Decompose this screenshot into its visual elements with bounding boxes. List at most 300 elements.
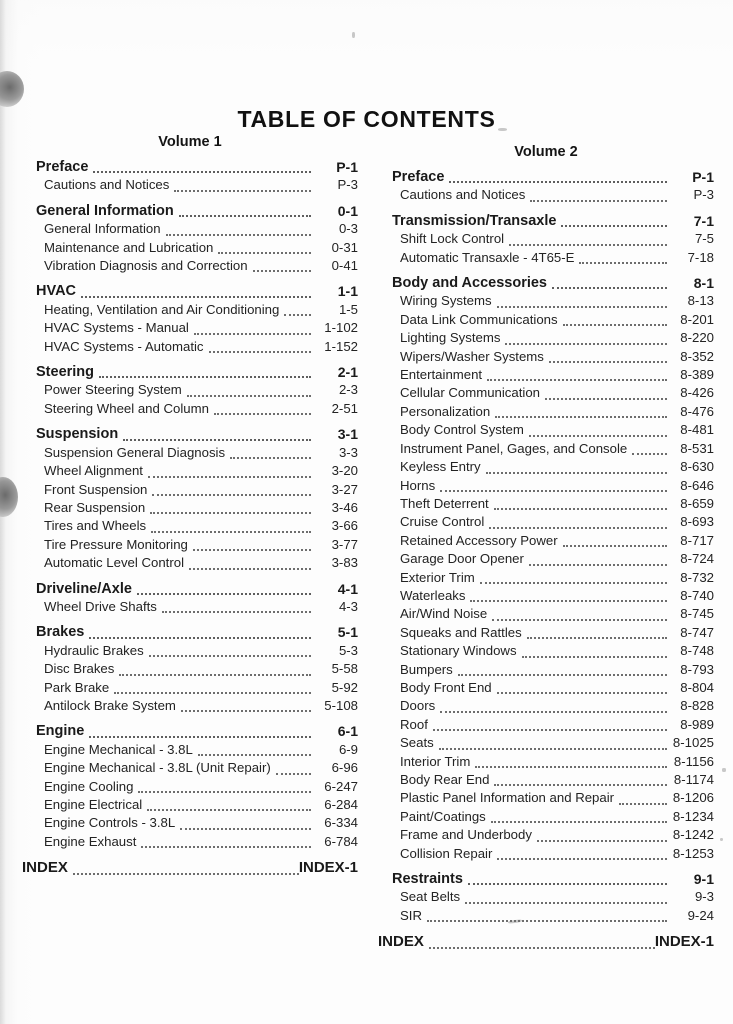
toc-leader-dots xyxy=(174,190,311,192)
toc-entry[interactable] xyxy=(378,366,714,384)
toc-entry-label: Plastic Panel Information and Repair xyxy=(400,790,615,806)
toc-entry[interactable] xyxy=(22,741,358,759)
toc-leader-dots xyxy=(529,435,667,437)
toc-leader-dots xyxy=(509,244,667,246)
toc-entry-label: HVAC Systems - Manual xyxy=(44,320,189,336)
toc-entry-label: Personalization xyxy=(400,403,491,419)
toc-entry-label: Keyless Entry xyxy=(400,459,481,475)
toc-entry-page-number: 7-18 xyxy=(687,249,714,265)
toc-leader-dots xyxy=(93,171,311,173)
toc-entry[interactable] xyxy=(22,833,358,851)
toc-entry-label: Wipers/Washer Systems xyxy=(400,348,544,364)
toc-entry-label: Collision Repair xyxy=(400,845,493,861)
toc-entry-page-number: 3-27 xyxy=(331,481,358,497)
toc-entry-label: Engine Exhaust xyxy=(44,833,137,849)
toc-entry-label: Stationary Windows xyxy=(400,643,517,659)
toc-entry-page-number: 8-201 xyxy=(680,311,714,327)
toc-entry[interactable] xyxy=(378,679,714,697)
toc-entry-label: Wiring Systems xyxy=(400,293,492,309)
toc-entry[interactable] xyxy=(22,859,358,877)
toc-entry-label: HVAC Systems - Automatic xyxy=(44,338,204,354)
toc-entry-page-number: 8-717 xyxy=(680,532,714,548)
toc-leader-dots xyxy=(505,343,667,345)
toc-entry[interactable] xyxy=(378,697,714,715)
toc-entry-page-number: 0-31 xyxy=(331,239,358,255)
toc-entry[interactable] xyxy=(22,796,358,814)
toc-leader-dots xyxy=(552,287,667,289)
toc-entry[interactable] xyxy=(22,580,358,598)
toc-entry-page-number: P-1 xyxy=(692,169,714,185)
toc-entry-page-number: 8-476 xyxy=(680,403,714,419)
toc-entry-label: Preface xyxy=(392,169,445,185)
toc-entry-label: Body Control System xyxy=(400,422,524,438)
toc-entry-label: Hydraulic Brakes xyxy=(44,642,144,658)
toc-entry-label: Engine Cooling xyxy=(44,778,134,794)
toc-entry-label: Body Front End xyxy=(400,679,492,695)
toc-entry-label: Roof xyxy=(400,716,428,732)
toc-leader-dots xyxy=(491,821,667,823)
toc-column-volume-1 xyxy=(22,134,358,878)
toc-entry-page-number: 8-724 xyxy=(680,551,714,567)
toc-leader-dots xyxy=(148,476,311,478)
toc-leader-dots xyxy=(449,181,667,183)
toc-leader-dots xyxy=(179,215,311,217)
toc-entry-page-number: 3-3 xyxy=(338,444,358,460)
toc-leader-dots xyxy=(489,527,667,529)
toc-entry-page-number: 8-481 xyxy=(680,422,714,438)
toc-entry[interactable] xyxy=(378,440,714,458)
toc-entry[interactable] xyxy=(378,249,714,267)
toc-entry-page-number: P-3 xyxy=(693,187,714,203)
toc-entry[interactable] xyxy=(22,363,358,381)
toc-entry-page-number: 8-1025 xyxy=(672,735,714,751)
toc-entry[interactable] xyxy=(378,329,714,347)
toc-entry-label: Cellular Communication xyxy=(400,385,540,401)
toc-entry[interactable] xyxy=(22,301,358,319)
toc-leader-dots xyxy=(549,361,667,363)
toc-entry[interactable] xyxy=(22,697,358,715)
toc-entry-label: Exterior Trim xyxy=(400,569,475,585)
toc-entry-page-number: 6-284 xyxy=(324,797,358,812)
toc-entry-page-number: 5-108 xyxy=(324,697,358,713)
toc-entry-label: Steering Wheel and Column xyxy=(44,400,209,416)
toc-entry-page-number: 8-13 xyxy=(687,293,714,309)
toc-entry-label: Engine Electrical xyxy=(44,797,143,812)
toc-entry-label: Steering xyxy=(36,364,95,381)
toc-entry-page-number: 4-3 xyxy=(338,598,358,614)
toc-entry-page-number: 5-3 xyxy=(338,642,358,658)
toc-entry[interactable] xyxy=(378,513,714,531)
toc-entry-page-number: 6-9 xyxy=(338,741,358,757)
toc-entry-page-number: 8-747 xyxy=(680,624,714,640)
toc-entry-label: Waterleaks xyxy=(400,587,466,603)
toc-leader-dots xyxy=(152,494,311,496)
toc-entry[interactable] xyxy=(22,642,358,660)
toc-leader-dots xyxy=(440,711,667,713)
toc-entry-page-number: 6-784 xyxy=(324,833,358,849)
toc-entry[interactable] xyxy=(22,176,358,194)
toc-entry[interactable] xyxy=(22,814,358,832)
toc-entry-page-number: 8-745 xyxy=(680,606,714,622)
toc-entry[interactable] xyxy=(378,230,714,248)
toc-entry-label: INDEX xyxy=(378,933,424,951)
toc-entry-page-number: 7-1 xyxy=(693,212,714,229)
toc-leader-dots xyxy=(150,512,311,514)
toc-entry-page-number: 6-247 xyxy=(324,778,358,794)
toc-leader-dots xyxy=(230,457,311,459)
toc-entry[interactable] xyxy=(22,381,358,399)
toc-leader-dots xyxy=(166,234,311,236)
toc-entry-label: Maintenance and Lubrication xyxy=(44,239,214,255)
toc-entry[interactable] xyxy=(22,759,358,777)
toc-entry[interactable] xyxy=(378,550,714,568)
toc-entry-page-number: 1-102 xyxy=(324,320,358,336)
toc-entry[interactable] xyxy=(22,338,358,356)
toc-entry[interactable] xyxy=(378,870,714,888)
toc-entry-page-number: 9-24 xyxy=(687,907,714,923)
toc-entry-page-number: 3-66 xyxy=(331,518,358,534)
toc-entry-label: Instrument Panel, Gages, and Console xyxy=(400,440,628,456)
toc-entry-page-number: 6-1 xyxy=(337,723,358,740)
toc-entry-label: Entertainment xyxy=(400,367,483,383)
toc-entry[interactable] xyxy=(22,517,358,535)
toc-entry-label: Squeaks and Rattles xyxy=(400,624,522,640)
toc-entry-page-number: 9-3 xyxy=(694,889,714,905)
toc-entry[interactable] xyxy=(378,734,714,752)
toc-entry-page-number: 8-389 xyxy=(680,367,714,383)
toc-entry-label: Suspension xyxy=(36,426,119,443)
toc-entry-page-number: 9-1 xyxy=(693,871,714,888)
toc-leader-dots xyxy=(497,692,667,694)
toc-entry-page-number: 8-630 xyxy=(680,459,714,475)
toc-entry[interactable] xyxy=(22,554,358,572)
toc-entry-label: Power Steering System xyxy=(44,382,182,398)
toc-entry-label: Front Suspension xyxy=(44,481,148,497)
toc-entry-page-number: 8-1242 xyxy=(672,827,714,843)
toc-entry-page-number: 8-1156 xyxy=(673,753,714,769)
toc-leader-dots xyxy=(149,655,311,657)
toc-entry-page-number: 1-152 xyxy=(324,338,358,354)
toc-entry-page-number: 5-92 xyxy=(331,679,358,695)
toc-entry-label: Engine Controls - 3.8L xyxy=(44,815,176,831)
toc-entry-label: Retained Accessory Power xyxy=(400,532,558,548)
toc-entry-label: Transmission/Transaxle xyxy=(392,212,557,229)
toc-leader-dots xyxy=(214,413,311,415)
toc-entry-page-number: 6-96 xyxy=(331,760,358,776)
toc-leader-dots xyxy=(73,873,299,875)
toc-leader-dots xyxy=(89,637,311,639)
volume-heading: Volume 1 xyxy=(158,134,222,150)
toc-entry-page-number: 8-1234 xyxy=(672,808,714,824)
toc-leader-dots xyxy=(198,754,311,756)
toc-leader-dots xyxy=(527,637,667,639)
toc-entry[interactable] xyxy=(378,605,714,623)
toc-entry-page-number: INDEX-1 xyxy=(298,859,358,877)
toc-entry[interactable] xyxy=(22,660,358,678)
toc-entry-label: Air/Wind Noise xyxy=(400,606,488,622)
toc-entry[interactable] xyxy=(378,789,714,807)
toc-leader-dots xyxy=(141,846,311,848)
toc-entry-label: Driveline/Axle xyxy=(36,580,132,597)
toc-entry[interactable] xyxy=(378,186,714,204)
toc-entry[interactable] xyxy=(378,808,714,826)
toc-entry-label: Restraints xyxy=(392,871,463,888)
toc-entry-page-number: 3-20 xyxy=(331,463,358,479)
toc-entry-page-number: 8-646 xyxy=(680,477,714,493)
toc-entry-label: Park Brake xyxy=(44,679,110,695)
toc-leader-dots xyxy=(522,656,667,658)
toc-entry-page-number: 8-748 xyxy=(680,643,714,659)
toc-entry[interactable] xyxy=(22,425,358,443)
toc-entry-label: Wheel Alignment xyxy=(44,463,143,479)
toc-leader-dots xyxy=(284,314,311,316)
toc-entry-label: Tire Pressure Monitoring xyxy=(44,536,188,552)
toc-entry[interactable] xyxy=(378,587,714,605)
toc-entry-label: Lighting Systems xyxy=(400,330,501,346)
toc-leader-dots xyxy=(545,398,667,400)
toc-entry-label: General Information xyxy=(36,202,174,219)
toc-leader-dots xyxy=(181,710,311,712)
toc-leader-dots xyxy=(563,324,667,326)
toc-entry-label: HVAC xyxy=(36,283,77,300)
toc-entry-page-number: 0-3 xyxy=(338,221,358,237)
toc-leader-dots xyxy=(123,439,311,441)
page-title: TABLE OF CONTENTS xyxy=(237,106,496,133)
toc-leader-dots xyxy=(470,600,667,602)
toc-entry-label: Engine Mechanical - 3.8L xyxy=(44,741,193,757)
toc-leader-dots xyxy=(632,453,667,455)
toc-leader-dots xyxy=(494,508,667,510)
toc-entry-page-number: 1-5 xyxy=(338,301,358,317)
toc-leader-dots xyxy=(563,545,667,547)
toc-entry[interactable] xyxy=(22,158,358,176)
toc-entry-page-number: 3-46 xyxy=(331,499,358,515)
toc-entry[interactable] xyxy=(22,778,358,796)
toc-leader-dots xyxy=(89,736,311,738)
toc-leader-dots xyxy=(579,262,667,264)
toc-leader-dots xyxy=(475,766,667,768)
toc-entry[interactable] xyxy=(378,274,714,292)
toc-entry[interactable] xyxy=(378,458,714,476)
toc-entry-label: Engine xyxy=(36,723,85,740)
toc-leader-dots xyxy=(209,351,311,353)
toc-entry[interactable] xyxy=(22,722,358,740)
toc-entry-label: Heating, Ventilation and Air Conditioning xyxy=(44,301,280,317)
toc-entry[interactable] xyxy=(22,282,358,300)
toc-entry[interactable] xyxy=(378,642,714,660)
toc-entry[interactable] xyxy=(378,292,714,310)
toc-entry[interactable] xyxy=(378,753,714,771)
toc-leader-dots xyxy=(465,902,667,904)
toc-entry-label: INDEX xyxy=(22,859,68,877)
toc-entry[interactable] xyxy=(22,257,358,275)
toc-leader-dots xyxy=(189,568,311,570)
toc-entry-label: Garage Door Opener xyxy=(400,551,524,567)
toc-entry-label: Brakes xyxy=(36,624,85,641)
toc-entry-page-number: P-3 xyxy=(337,177,358,193)
toc-entry-page-number: 2-51 xyxy=(331,400,358,416)
toc-entry-label: Engine Mechanical - 3.8L (Unit Repair) xyxy=(44,760,271,776)
toc-leader-dots xyxy=(137,593,311,595)
toc-leader-dots xyxy=(114,692,311,694)
toc-entry[interactable] xyxy=(378,845,714,863)
toc-entry[interactable] xyxy=(378,421,714,439)
toc-entry[interactable] xyxy=(378,348,714,366)
toc-entry-page-number: 8-659 xyxy=(680,495,714,511)
toc-entry[interactable] xyxy=(22,400,358,418)
toc-entry[interactable] xyxy=(22,499,358,517)
toc-entry[interactable] xyxy=(378,716,714,734)
toc-entry[interactable] xyxy=(378,495,714,513)
toc-entry-label: Cautions and Notices xyxy=(44,177,170,193)
toc-entry-page-number: 8-693 xyxy=(680,514,714,530)
toc-entry-label: Seat Belts xyxy=(400,889,461,905)
volume-heading: Volume 2 xyxy=(514,144,578,160)
toc-leader-dots xyxy=(162,611,311,613)
toc-leader-dots xyxy=(480,582,667,584)
toc-entry-page-number: 8-531 xyxy=(680,440,714,456)
toc-leader-dots xyxy=(81,296,311,298)
toc-entry[interactable] xyxy=(378,661,714,679)
toc-entry-page-number: 8-732 xyxy=(680,569,714,585)
toc-leader-dots xyxy=(486,472,667,474)
toc-entry[interactable] xyxy=(22,481,358,499)
toc-leader-dots xyxy=(619,803,667,805)
toc-entry-page-number: 8-1253 xyxy=(672,845,714,861)
toc-leader-dots xyxy=(429,947,655,949)
toc-entry-page-number: 8-828 xyxy=(680,698,714,714)
toc-entry-label: Antilock Brake System xyxy=(44,697,176,713)
toc-leader-dots xyxy=(138,791,311,793)
toc-entry-label: SIR xyxy=(400,907,422,923)
toc-leader-dots xyxy=(495,416,667,418)
toc-entry[interactable] xyxy=(378,311,714,329)
toc-leader-dots xyxy=(151,531,311,533)
toc-entry[interactable] xyxy=(378,826,714,844)
toc-entry-label: Frame and Underbody xyxy=(400,827,532,843)
toc-entry-page-number: 0-41 xyxy=(331,258,358,274)
toc-entry[interactable] xyxy=(378,771,714,789)
toc-entry-label: Interior Trim xyxy=(400,753,471,769)
toc-leader-dots xyxy=(497,306,667,308)
toc-leader-dots xyxy=(487,379,667,381)
toc-entry[interactable] xyxy=(378,212,714,230)
toc-leader-dots xyxy=(497,858,667,860)
toc-entry-label: Horns xyxy=(400,477,436,493)
toc-entry-label: General Information xyxy=(44,221,161,237)
toc-entry-page-number: 0-1 xyxy=(337,202,358,219)
toc-entry-label: Automatic Level Control xyxy=(44,555,185,571)
toc-entry[interactable] xyxy=(378,933,714,951)
toc-entry-label: Automatic Transaxle - 4T65-E xyxy=(400,249,575,265)
toc-entry-label: Cautions and Notices xyxy=(400,187,526,203)
toc-entry[interactable] xyxy=(22,623,358,641)
toc-leader-dots xyxy=(458,674,667,676)
toc-entry[interactable] xyxy=(378,477,714,495)
toc-entry-page-number: 8-352 xyxy=(680,348,714,364)
toc-leader-dots xyxy=(440,490,667,492)
toc-entry-page-number: INDEX-1 xyxy=(654,933,714,951)
toc-entry[interactable] xyxy=(378,624,714,642)
toc-entry-page-number: 8-1206 xyxy=(672,790,714,806)
toc-entry[interactable] xyxy=(22,679,358,697)
toc-leader-dots xyxy=(119,674,311,676)
toc-leader-dots xyxy=(492,619,667,621)
toc-list-volume-2 xyxy=(378,168,714,952)
toc-entry-page-number: 7-5 xyxy=(694,231,714,247)
toc-entry-label: Tires and Wheels xyxy=(44,518,147,534)
toc-entry[interactable] xyxy=(22,202,358,220)
toc-entry-label: Shift Lock Control xyxy=(400,231,505,247)
toc-leader-dots xyxy=(494,784,667,786)
toc-entry-label: Wheel Drive Shafts xyxy=(44,598,157,614)
toc-entry[interactable] xyxy=(22,220,358,238)
toc-entry-label: Data Link Communications xyxy=(400,311,558,327)
toc-entry-page-number: 8-740 xyxy=(680,587,714,603)
toc-entry[interactable] xyxy=(378,403,714,421)
toc-entry[interactable] xyxy=(378,384,714,402)
toc-leader-dots xyxy=(468,883,667,885)
toc-entry[interactable] xyxy=(22,598,358,616)
toc-entry[interactable] xyxy=(22,239,358,257)
toc-entry-page-number: 2-3 xyxy=(338,382,358,398)
toc-entry-page-number: 8-793 xyxy=(680,661,714,677)
toc-entry[interactable] xyxy=(378,907,714,925)
toc-entry[interactable] xyxy=(378,569,714,587)
scan-speck xyxy=(352,32,355,38)
scan-speck xyxy=(720,838,723,841)
toc-entry-label: Seats xyxy=(400,735,434,751)
toc-entry[interactable] xyxy=(378,888,714,906)
scan-speck xyxy=(722,768,726,772)
toc-entry-label: Disc Brakes xyxy=(44,661,115,677)
toc-leader-dots xyxy=(147,809,311,811)
toc-entry[interactable] xyxy=(378,168,714,186)
toc-entry-label: Body and Accessories xyxy=(392,275,547,292)
toc-entry-page-number: 5-1 xyxy=(337,624,358,641)
toc-column-volume-2 xyxy=(378,134,714,952)
toc-leader-dots xyxy=(218,252,311,254)
toc-entry[interactable] xyxy=(22,536,358,554)
toc-leader-dots xyxy=(187,395,311,397)
toc-entry-page-number: 3-1 xyxy=(337,426,358,443)
toc-leader-dots xyxy=(427,920,667,922)
toc-entry-label: Vibration Diagnosis and Correction xyxy=(44,258,248,274)
toc-entry[interactable] xyxy=(22,444,358,462)
toc-leader-dots xyxy=(439,748,667,750)
toc-entry-page-number: 4-1 xyxy=(337,580,358,597)
toc-entry-page-number: 8-1 xyxy=(693,275,714,292)
toc-leader-dots xyxy=(537,840,667,842)
toc-entry-page-number: 3-77 xyxy=(331,536,358,552)
toc-entry-page-number: 8-989 xyxy=(680,716,714,732)
toc-entry-label: Body Rear End xyxy=(400,772,490,787)
toc-entry[interactable] xyxy=(22,319,358,337)
toc-entry-page-number: 5-58 xyxy=(331,661,358,677)
toc-leader-dots xyxy=(276,773,311,775)
toc-entry-page-number: 8-1174 xyxy=(673,772,714,787)
toc-leader-dots xyxy=(530,200,667,202)
toc-entry-label: Paint/Coatings xyxy=(400,808,486,824)
toc-entry-page-number: P-1 xyxy=(336,159,358,175)
toc-entry-page-number: 8-804 xyxy=(680,679,714,695)
toc-entry[interactable] xyxy=(378,532,714,550)
toc-list-volume-1 xyxy=(22,158,358,878)
toc-entry-label: Doors xyxy=(400,698,436,714)
toc-entry[interactable] xyxy=(22,462,358,480)
toc-leader-dots xyxy=(99,376,311,378)
toc-leader-dots xyxy=(193,549,311,551)
